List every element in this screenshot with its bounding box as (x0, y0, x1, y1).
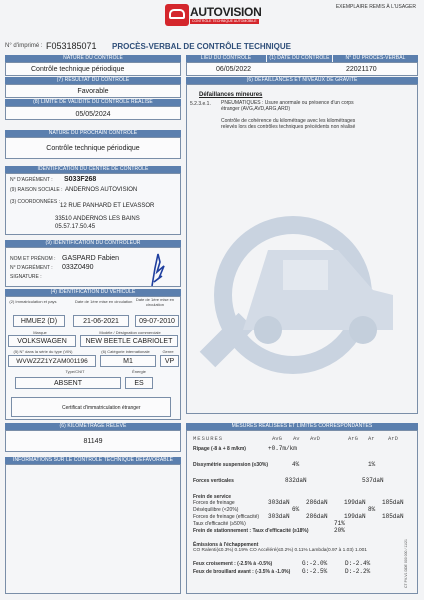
defects-title: Défaillances mineures (199, 92, 263, 98)
address-line1: 12 RUE PANHARD ET LEVASSOR (60, 203, 155, 209)
agrement-value: S033F268 (64, 176, 97, 183)
taux-value: 71% (334, 520, 345, 527)
side-code: CT PV-V1 DDE 000 000 / 11/21 (404, 539, 408, 588)
brand-value: VOLKSWAGEN (8, 335, 76, 347)
vert-av: 832daN (285, 477, 307, 484)
name-value: GASPARD Fabien (62, 255, 120, 262)
energy-value: ES (125, 377, 153, 389)
meas-col-avd: AvD (310, 435, 320, 442)
foreign-note: Certificat d'immatriculation étranger (11, 397, 171, 417)
brake-force-arg: 199daN (344, 499, 366, 506)
agrement-label: N° D'AGRÉMENT : (10, 177, 53, 183)
controller-agrement-label: N° D'AGRÉMENT : (10, 265, 53, 271)
address-line2: 33510 ANDERNOS LES BAINS (55, 216, 140, 222)
model-value: NEW BEETLE CABRIOLET (80, 335, 178, 347)
print-number-label: N° d'imprimé : (5, 43, 43, 49)
desequ-label: Déséquilibre (<20%) (193, 507, 239, 513)
date-reg-value: 21-06-2021 (73, 315, 129, 327)
vert-label: Forces verticales (193, 478, 234, 484)
desequ-av: 6% (292, 506, 300, 513)
model-label: Modèle / Désignation commerciale (99, 330, 161, 335)
reg-label: (2) Immatriculation et pays (9, 299, 57, 304)
center-header: IDENTIFICATION DU CENTRE DE CONTRÔLE (5, 166, 181, 173)
brand-subtitle: CONTRÔLE TECHNIQUE AUTOMOBILE (192, 19, 257, 23)
copy-note: EXEMPLAIRE REMIS À L'USAGER (335, 4, 416, 10)
meas-col-ard: ArD (388, 435, 398, 442)
brake-eff-arg: 199daN (344, 513, 366, 520)
fog-d: D:-2.2% (345, 568, 371, 575)
nature-header: NATURE DU CONTRÔLE (5, 55, 181, 62)
brand-label: Marque (33, 330, 47, 335)
km-value: 81149 (5, 430, 181, 452)
vehicle-header: (4) IDENTIFICATION DU VÉHICULE (5, 289, 181, 296)
meas-col-mesures: MESURES (193, 435, 224, 442)
brake-forces-label: Forces de freinage (193, 500, 235, 506)
pv-number: 22021170 (346, 66, 377, 73)
brake-force-avd: 286daN (306, 499, 328, 506)
date-header: (1) DATE DU CONTRÔLE (267, 55, 332, 62)
cross-g: G:-2.0% (302, 560, 328, 567)
fog-label: Feux de brouillard avant : (-3.5% à -1.0%) (193, 569, 291, 575)
emis-values: CO Ralenti(≤0.3%) 0.19% CO Accéléré(≤0.2%) 0.11% Lambda(0.97 à 1.03) 1.001 (193, 548, 367, 553)
next-control-header: NATURE DU PROCHAIN CONTRÔLE (5, 130, 181, 137)
meas-col-ar: Ar (368, 435, 375, 442)
ripage-label: Ripage (-8 à + 8 m/km) (193, 446, 246, 452)
vert-ar: 537daN (362, 477, 384, 484)
print-number: F053185071 (46, 41, 97, 51)
fog-g: G:-2.5% (302, 568, 328, 575)
type-label: Type/CNIT (65, 369, 85, 374)
brake-title: Frein de service (193, 494, 232, 500)
info-box (5, 464, 181, 594)
document-title: PROCÈS-VERBAL DE CONTRÔLE TECHNIQUE (112, 42, 291, 51)
name-label: NOM ET PRÉNOM : (10, 256, 56, 262)
validity-header: (8) LIMITE DE VALIDITÉ DU CONTRÔLE RÉALISÉ (5, 99, 181, 106)
validity-value: 05/05/2024 (5, 106, 181, 120)
park-label: Frein de stationnement : Taux d'efficacité (≥18%) (193, 528, 309, 534)
vin-value: WVWZZZ1YZAM001196 (8, 355, 96, 367)
km-header: (6) KILOMÉTRAGE RELEVÉ (5, 423, 181, 430)
signature-label: SIGNATURE : (10, 274, 42, 280)
cross-d: D:-2.4% (345, 560, 371, 567)
brake-force-avg: 303daN (268, 499, 290, 506)
date-first-label: Date de 1ère mise en circulation (135, 297, 175, 307)
brake-eff-avd: 286daN (306, 513, 328, 520)
control-date: 06/05/2022 (216, 66, 252, 73)
cat-label: (6) Catégorie internationale (101, 349, 150, 354)
controller-agrement-value: 033Z0490 (62, 264, 94, 271)
pv-header: N° DU PROCÈS-VERBAL (333, 55, 418, 62)
type-value: ABSENT (15, 377, 121, 389)
brand-name: AUTOVISION (190, 5, 262, 19)
raison-value: ANDERNOS AUTOVISION (65, 187, 138, 193)
signature-scribble (140, 248, 170, 288)
defect-code: 5.2.3.e.1. (190, 101, 211, 107)
logo-car-shape (169, 9, 185, 19)
genre-label: Genre (162, 349, 174, 354)
desequ-ar: 8% (368, 506, 376, 513)
ripage-value: +0.7m/km (268, 445, 297, 452)
dissym-ar: 1% (368, 461, 376, 468)
brake-eff-avg: 303daN (268, 513, 290, 520)
cat-value: M1 (100, 355, 156, 367)
vin-label: (5) N° dans la série du type (VIN) (13, 349, 73, 354)
brake-eff-label: Forces de freinage (efficacité) (193, 514, 260, 520)
info-header: INFORMATIONS SUR LE CONTRÔLE TECHNIQUE DÉFAVORABLE (5, 457, 181, 464)
date-first-value: 09-07-2010 (135, 315, 179, 327)
km-note-line1: Contrôle de cohérence du kilométrage avec les kilométrages (221, 118, 356, 124)
date-reg-label: Date de 1ère mise en circulation (75, 299, 133, 304)
reg-value: HMUE2 (D) (13, 315, 65, 327)
raison-label: (9) RAISON SOCIALE : (10, 187, 63, 193)
coord-label: (3) COORDONNÉES : (10, 199, 61, 205)
km-note-line2: relevés lors des contrôles techniques précédents non réalisé (221, 124, 356, 130)
energy-label: Énergie (132, 369, 146, 374)
meas-col-arg: ArG (348, 435, 358, 442)
result-header: (7) RÉSULTAT DU CONTRÔLE (5, 77, 181, 84)
dissym-label: Dissymétrie suspension (≤30%) (193, 462, 268, 468)
brake-eff-ard: 185daN (382, 513, 404, 520)
result-value: Favorable (5, 84, 181, 98)
phone: 05.57.17.50.45 (55, 224, 96, 230)
brake-force-ard: 185daN (382, 499, 404, 506)
nature-value: Contrôle technique périodique (5, 62, 181, 76)
cross-label: Feux croisement : (-2.5% à -0.5%) (193, 561, 273, 567)
defects-header: (6) DÉFAILLANCES ET NIVEAUX DE GRAVITÉ (186, 77, 418, 84)
next-control-value: Contrôle technique périodique (5, 137, 181, 159)
meas-col-av: Av (293, 435, 300, 442)
defect-text-line2: étranger (AVG,AVD,ARG,ARD) (221, 106, 290, 112)
defects-box (186, 84, 418, 414)
taux-label: Taux d'efficacité (≥50%) (193, 521, 246, 527)
controller-header: (9) IDENTIFICATION DU CONTRÔLEUR (5, 240, 181, 247)
emis-title: Émissions à l'échappement (193, 542, 259, 548)
dissym-av: 4% (292, 461, 300, 468)
meas-col-avg: AvG (272, 435, 282, 442)
measures-header: MESURES RÉALISÉES ET LIMITES CORRESPONDANTES (186, 423, 418, 430)
place-header: LIEU DU CONTRÔLE (186, 55, 266, 62)
park-value: 20% (334, 527, 345, 534)
genre-value: VP (160, 355, 179, 367)
defect-text-line1: PNEUMATIQUES : Usure anormale ou présence d'un corps (221, 100, 354, 106)
